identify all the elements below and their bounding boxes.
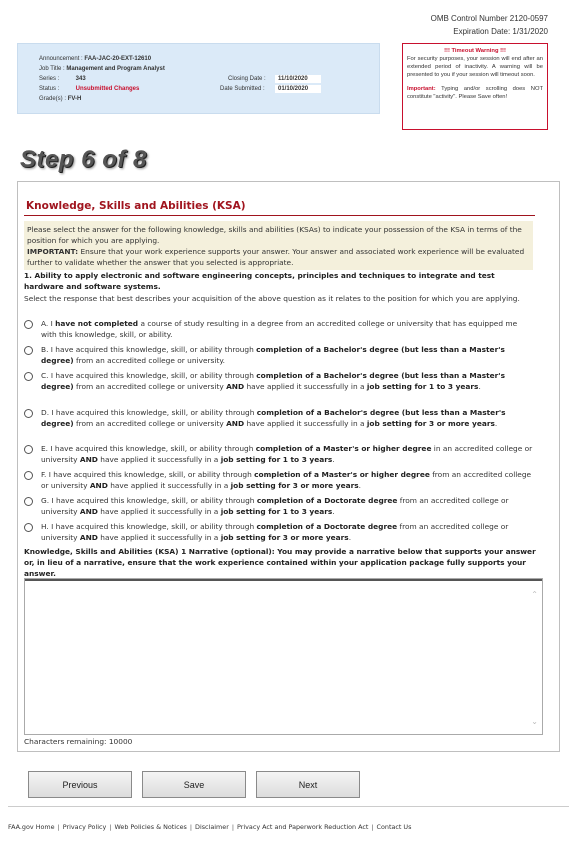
option-a-part: a course of study resulting in a degree from an accredited college or university that has equipped me with this knowledge, skill, or ability.	[41, 319, 518, 339]
footer-link-privacy-policy[interactable]: Privacy Policy	[62, 823, 107, 831]
option-c-part: .	[478, 381, 481, 391]
grades-label: Grade(s) :	[39, 96, 67, 102]
option-b-part: from an accredited college or university.	[73, 355, 226, 365]
omb-control-number: OMB Control Number 2120-0597	[430, 14, 548, 23]
option-d-part: from an accredited college or university	[73, 418, 227, 428]
option-e-bold: completion of a Master's or higher degree	[255, 444, 432, 453]
radio-option-f[interactable]	[24, 471, 33, 480]
option-d-setting: job setting for 3 or more years	[366, 418, 495, 428]
option-a-text[interactable]	[41, 319, 535, 340]
radio-option-h[interactable]	[24, 523, 33, 532]
footer-separator: |	[189, 823, 193, 831]
option-f-setting: job setting for 3 or more years	[230, 480, 359, 490]
footer-link-contact-us[interactable]: Contact Us	[376, 823, 412, 831]
radio-option-a[interactable]	[24, 320, 33, 329]
previous-button[interactable]: Previous	[28, 771, 132, 798]
option-a-part: A. I	[41, 319, 56, 328]
grades-row	[39, 96, 81, 102]
option-c-and: AND	[226, 381, 245, 391]
narrative-label: Knowledge, Skills and Abilities (KSA) 1 Narrative (optional): You may provide a narrative below that supports your answer or, in lieu of a narrative, ensure that the work experience contained within your application package fully supports your answer.	[24, 547, 536, 578]
important-label: IMPORTANT:	[27, 247, 79, 256]
date-submitted-label: Date Submitted :	[220, 86, 265, 92]
timeout-title: !!! Timeout Warning !!!	[444, 48, 506, 54]
ksa-instructions	[24, 221, 533, 270]
announcement-row	[39, 56, 151, 62]
footer-separator: |	[371, 823, 374, 831]
scroll-down-icon[interactable]: ⌄	[531, 717, 538, 726]
radio-option-e[interactable]	[24, 445, 33, 454]
omb-info	[431, 12, 548, 38]
series-row	[39, 76, 86, 82]
option-f-text[interactable]	[41, 470, 535, 491]
option-f-bold: completion of a Master's or higher degree	[254, 470, 430, 479]
option-f-part: F. I have acquired this knowledge, skill, or ability through	[41, 470, 255, 479]
option-g-part: have applied it successfully in a	[97, 506, 221, 516]
timeout-important-label: Important:	[407, 86, 436, 92]
option-b-part: B. I have acquired this knowledge, skill, or ability through	[41, 345, 257, 354]
option-g-part: G. I have acquired this knowledge, skill, or ability through	[41, 496, 257, 505]
scroll-up-icon[interactable]: ⌃	[531, 590, 538, 599]
option-e-setting: job setting for 1 to 3 years	[220, 454, 333, 464]
series-value: 343	[75, 76, 86, 82]
option-b-text[interactable]	[41, 345, 535, 366]
option-h-text[interactable]	[41, 522, 535, 543]
option-g-part: .	[332, 506, 335, 516]
expiration-date: Expiration Date: 1/31/2020	[453, 27, 548, 36]
option-e-part: .	[332, 454, 335, 464]
option-g-bold: completion of a Doctorate degree	[256, 496, 398, 505]
option-g-text[interactable]	[41, 496, 535, 517]
job-title-value: Management and Program Analyst	[66, 66, 165, 72]
status-row	[39, 86, 139, 92]
footer-divider	[8, 806, 569, 807]
announcement-value: FAA-JAC-20-EXT-12610	[84, 56, 152, 62]
option-d-and: AND	[226, 418, 245, 428]
option-f-and: AND	[89, 480, 108, 490]
option-h-part: H. I have acquired this knowledge, skill, or ability through	[41, 522, 257, 531]
option-d-bold: completion of a Bachelor's degree (but less than a Master's degree)	[41, 408, 506, 428]
radio-option-b[interactable]	[24, 346, 33, 355]
option-c-text[interactable]	[41, 371, 535, 392]
option-e-and: AND	[79, 454, 98, 464]
option-g-and: AND	[79, 506, 98, 516]
important-text: Ensure that your work experience supports your answer. Your answer and associated work experience will be evaluated further to validate whether the answer that you selected is appropriate.	[27, 247, 525, 267]
timeout-important-text: Typing and/or scrolling does NOT constitute "activity". Please Save often!	[407, 86, 543, 100]
radio-option-d[interactable]	[24, 409, 33, 418]
save-button[interactable]: Save	[142, 771, 246, 798]
series-label: Series :	[39, 76, 60, 82]
option-h-setting: job setting for 3 or more years	[220, 532, 349, 542]
footer-separator: |	[231, 823, 234, 831]
narrative-textarea[interactable]	[24, 578, 543, 735]
option-b-bold: completion of a Bachelor's degree (but less than a Master's degree)	[41, 345, 505, 365]
closing-date-label: Closing Date :	[228, 76, 266, 82]
footer-links	[8, 823, 411, 831]
timeout-body: For security purposes, your session will end after an extended period of inactivity. A warning will be presented to you if your session will timeout soon.	[407, 56, 543, 78]
option-g-setting: job setting for 1 to 3 years	[220, 506, 333, 516]
option-h-bold: completion of a Doctorate degree	[256, 522, 398, 531]
option-d-part: D. I have acquired this knowledge, skill, or ability through	[41, 408, 257, 417]
option-d-part: have applied it successfully in a	[244, 418, 367, 428]
job-title-label: Job Title :	[39, 66, 65, 72]
option-c-part: have applied it successfully in a	[244, 381, 367, 391]
footer-link-disclaimer[interactable]: Disclaimer	[195, 823, 229, 831]
textarea-top-border	[25, 579, 542, 581]
ksa-question-instruction: Select the response that best describes your acquisition of the above question as it relates to the position for which you are applying.	[24, 294, 520, 303]
grades-value: FV-H	[67, 96, 82, 102]
timeout-important	[407, 85, 543, 101]
footer-separator: |	[57, 823, 60, 831]
option-c-part: C. I have acquired this knowledge, skill, or ability through	[41, 371, 257, 380]
radio-option-c[interactable]	[24, 372, 33, 381]
option-e-part: have applied it successfully in a	[97, 454, 221, 464]
announcement-box	[17, 43, 380, 114]
announcement-label: Announcement :	[39, 56, 83, 62]
option-g-part: from an accredited college or university	[41, 496, 509, 516]
option-e-text[interactable]	[41, 444, 535, 465]
status-value: Unsubmitted Changes	[75, 86, 140, 92]
radio-option-g[interactable]	[24, 497, 33, 506]
characters-remaining: Characters remaining: 10000	[24, 737, 133, 746]
option-c-part: from an accredited college or university	[73, 381, 227, 391]
ksa-divider	[24, 215, 535, 216]
option-c-setting: job setting for 1 to 3 years	[366, 381, 479, 391]
option-e-part: in an accredited college or university	[41, 444, 533, 464]
option-h-and: AND	[79, 532, 98, 542]
footer-link-privacy-act[interactable]: Privacy Act and Paperwork Reduction Act	[236, 823, 369, 831]
status-label: Status :	[39, 86, 60, 92]
closing-date-value: 11/10/2020	[275, 75, 321, 83]
ksa-question: 1. Ability to apply electronic and software engineering concepts, principles and techniques to integrate and test hardware and software systems.	[24, 271, 495, 291]
step-indicator: Step 6 of 8	[20, 146, 147, 173]
option-c-bold: completion of a Bachelor's degree (but less than a Master's degree)	[41, 371, 505, 391]
option-e-part: E. I have acquired this knowledge, skill, or ability through	[41, 444, 256, 453]
option-d-text[interactable]	[41, 408, 535, 429]
timeout-warning	[402, 43, 548, 130]
job-title-row	[39, 66, 165, 72]
option-h-part: .	[348, 532, 352, 542]
option-f-part: .	[358, 480, 361, 490]
option-h-part: from an accredited college or university	[41, 522, 509, 542]
footer-separator: |	[109, 823, 112, 831]
option-f-part: from an accredited college or university	[41, 470, 532, 490]
option-f-part: have applied it successfully in a	[107, 480, 231, 490]
next-button[interactable]: Next	[256, 771, 360, 798]
option-d-part: .	[494, 418, 498, 428]
ksa-title: Knowledge, Skills and Abilities (KSA)	[26, 200, 246, 212]
option-a-bold: have not completed	[55, 319, 139, 328]
instruction-text: Please select the answer for the following knowledge, skills and abilities (KSAs) to indicate your possession of the KSA in terms of the position for which you are applying.	[27, 225, 522, 245]
date-submitted-value: 01/10/2020	[275, 85, 321, 93]
footer-link-faa-home[interactable]: FAA.gov Home	[8, 823, 55, 831]
option-h-part: have applied it successfully in a	[97, 532, 221, 542]
footer-link-web-policies[interactable]: Web Policies & Notices	[114, 823, 187, 831]
